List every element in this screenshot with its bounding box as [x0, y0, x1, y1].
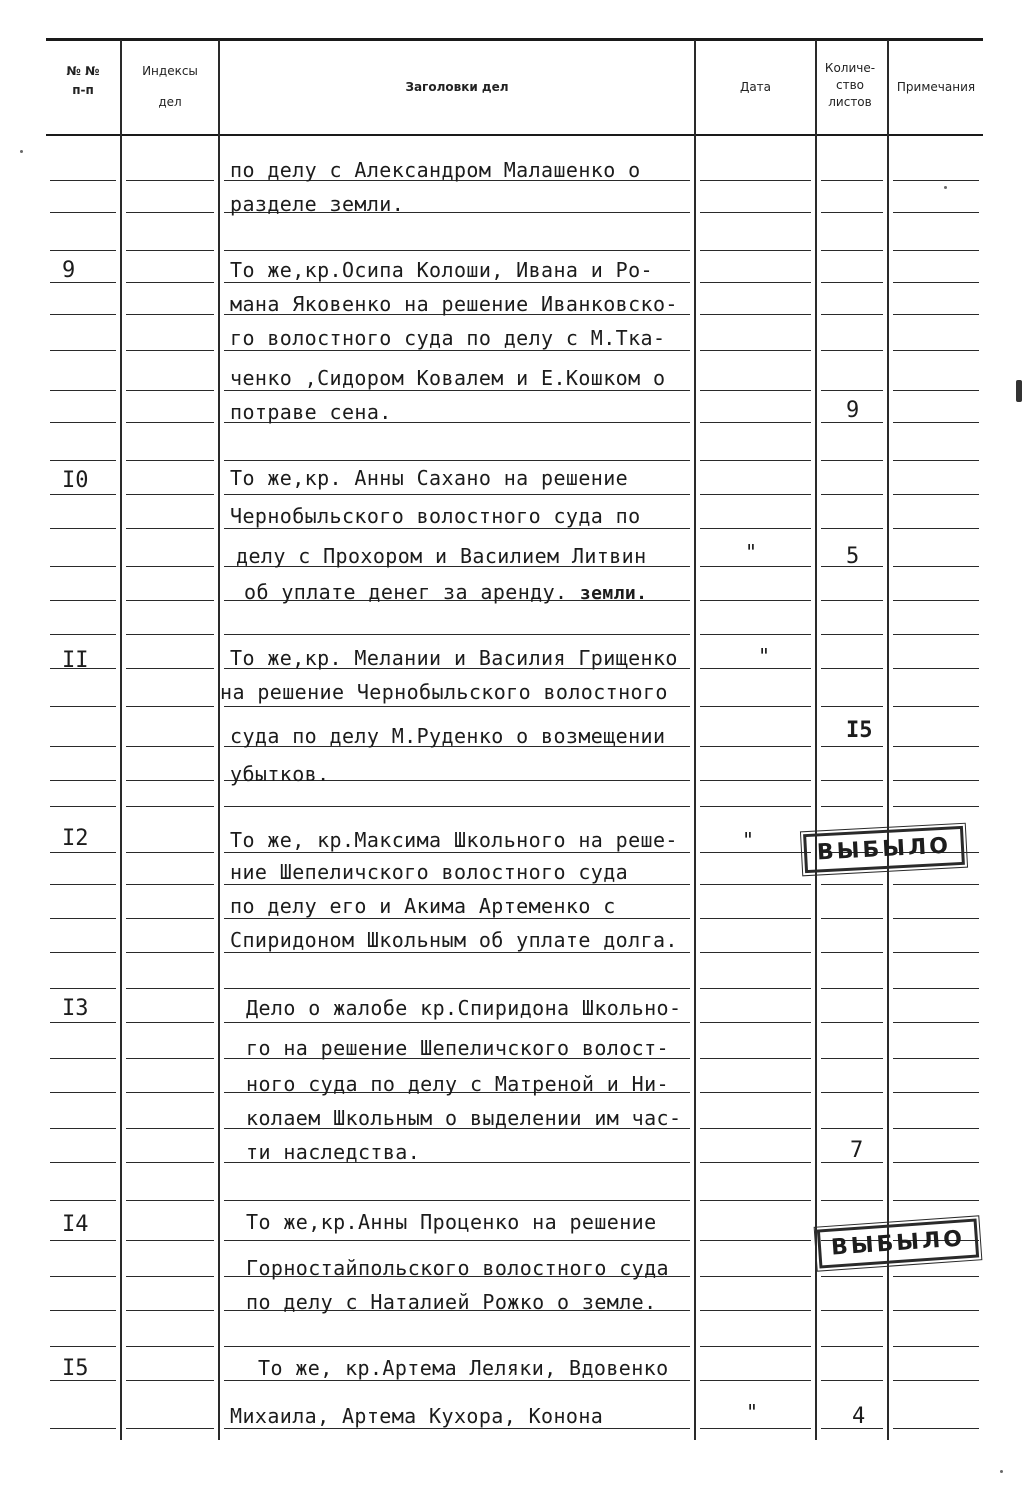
- row-12-line-1: То же, кр.Максима Школьного на реше-: [230, 828, 678, 852]
- ruled-line: [700, 780, 811, 781]
- scan-speck: [944, 186, 947, 189]
- ruled-line: [700, 314, 811, 315]
- ruled-line: [700, 350, 811, 351]
- row-10-line-1: То же,кр. Анны Сахано на решение: [230, 466, 629, 490]
- ruled-line: [50, 806, 116, 807]
- ruled-line: [50, 884, 116, 885]
- ruled-line: [700, 1428, 811, 1429]
- ruled-line: [50, 780, 116, 781]
- row-13-line-4: колаем Школьным о выделении им час-: [246, 1106, 682, 1130]
- ruled-line: [126, 422, 214, 423]
- ruled-line: [893, 806, 979, 807]
- ruled-line: [224, 634, 690, 635]
- ruled-line: [893, 314, 979, 315]
- ruled-line: [50, 1128, 116, 1129]
- ruled-line: [50, 1058, 116, 1059]
- ruled-line: [126, 180, 214, 181]
- ruled-line: [50, 1022, 116, 1023]
- ruled-line: [821, 1276, 883, 1277]
- header-count-label-1: Количе-: [824, 61, 876, 75]
- ruled-line: [700, 460, 811, 461]
- header-index-label-1: Индексы: [142, 64, 198, 78]
- row-15-line-1: То же, кр.Артема Леляки, Вдовенко: [258, 1356, 669, 1380]
- ruled-line: [893, 668, 979, 669]
- row-9-line-5: потраве сена.: [230, 400, 392, 424]
- ruled-line: [821, 1058, 883, 1059]
- withdrawn-stamp-row-14: ВЫБЫЛО: [817, 1218, 979, 1268]
- row-11-sheet-count: I5: [846, 718, 873, 743]
- ruled-line: [821, 350, 883, 351]
- ruled-line: [224, 988, 690, 989]
- header-num: [48, 62, 118, 100]
- ruled-line: [893, 1092, 979, 1093]
- ruled-line: [126, 528, 214, 529]
- ruled-line: [893, 634, 979, 635]
- header-bottom-border: [46, 134, 983, 136]
- ruled-line: [700, 668, 811, 669]
- ruled-line: [821, 918, 883, 919]
- ruled-line: [50, 1200, 116, 1201]
- ruled-line: [50, 852, 116, 853]
- row-9-line-3: го волостного суда по делу с М.Тка-: [230, 326, 666, 350]
- ruled-line: [821, 780, 883, 781]
- row-12-line-4: Спиридоном Школьным об уплате долга.: [230, 928, 678, 952]
- ruled-line: [126, 1022, 214, 1023]
- row-15-date-ditto: ": [746, 1400, 759, 1424]
- ruled-line: [893, 282, 979, 283]
- ruled-line: [893, 952, 979, 953]
- ruled-line: [50, 1092, 116, 1093]
- row-14-line-2: Горностайпольского волостного суда: [246, 1256, 669, 1280]
- header-notes: Примечания: [896, 80, 976, 94]
- row-10-extra-word: земли.: [579, 583, 648, 604]
- ruled-line: [126, 566, 214, 567]
- row-11-line-4: убытков.: [230, 762, 330, 786]
- ruled-line: [700, 952, 811, 953]
- ruled-line: [126, 668, 214, 669]
- ruled-line: [50, 250, 116, 251]
- ruled-line: [50, 494, 116, 495]
- ruled-line: [126, 918, 214, 919]
- column-divider-title: [218, 40, 220, 1440]
- row-10-line-2: Чернобыльского волостного суда по: [230, 504, 641, 528]
- ruled-line: [126, 350, 214, 351]
- row-10-date-ditto: ": [745, 540, 758, 564]
- ruled-line: [821, 706, 883, 707]
- scan-edge-mark: [1016, 380, 1022, 402]
- ruled-line: [126, 1092, 214, 1093]
- ruled-line: [50, 600, 116, 601]
- row-11-number: II: [62, 648, 89, 673]
- ruled-line: [821, 1346, 883, 1347]
- header-count-label-2: ство: [835, 78, 864, 92]
- row-10-sheet-count: 5: [846, 544, 860, 569]
- ruled-line: [126, 1310, 214, 1311]
- ruled-line: [893, 212, 979, 213]
- ruled-line: [224, 918, 690, 919]
- ruled-line: [224, 852, 690, 853]
- ruled-line: [893, 350, 979, 351]
- row-10-number: I0: [62, 468, 89, 493]
- ruled-line: [50, 528, 116, 529]
- ruled-line: [224, 706, 690, 707]
- ruled-line: [224, 282, 690, 283]
- ruled-line: [700, 1346, 811, 1347]
- ruled-line: [224, 1428, 690, 1429]
- row-12-number: I2: [62, 826, 89, 851]
- ruled-line: [126, 1380, 214, 1381]
- ruled-line: [126, 282, 214, 283]
- ruled-line: [700, 494, 811, 495]
- row-9-line-4: ченко ,Сидором Ковалем и Е.Кошком о: [230, 366, 666, 390]
- ruled-line: [893, 494, 979, 495]
- row-12-line-3: по делу его и Акима Артеменко с: [230, 894, 616, 918]
- ruled-line: [700, 528, 811, 529]
- ruled-line: [821, 212, 883, 213]
- ruled-line: [893, 1022, 979, 1023]
- ruled-line: [893, 1200, 979, 1201]
- row-15-line-2: Михаила, Артема Кухора, Конона: [230, 1404, 604, 1428]
- ruled-line: [50, 1240, 116, 1241]
- row-13-line-3: ного суда по делу с Матреной и Ни-: [246, 1072, 669, 1096]
- ruled-line: [126, 634, 214, 635]
- row-12-line-2: ние Шепеличского волостного суда: [230, 860, 629, 884]
- row-11-date-ditto: ": [758, 644, 771, 668]
- ruled-line: [50, 314, 116, 315]
- ruled-line: [126, 314, 214, 315]
- ruled-line: [224, 460, 690, 461]
- ruled-line: [126, 1200, 214, 1201]
- ruled-line: [700, 1092, 811, 1093]
- header-titles: Заголовки дел: [405, 80, 509, 94]
- ruled-line: [893, 1380, 979, 1381]
- ruled-line: [893, 566, 979, 567]
- ruled-line: [700, 422, 811, 423]
- ruled-line: [821, 952, 883, 953]
- ruled-line: [821, 1092, 883, 1093]
- ruled-line: [50, 180, 116, 181]
- ruled-line: [224, 350, 690, 351]
- ruled-line: [821, 180, 883, 181]
- ruled-line: [700, 600, 811, 601]
- header-count-label-3: листов: [828, 95, 872, 109]
- ruled-line: [50, 746, 116, 747]
- ruled-line: [700, 180, 811, 181]
- ruled-line: [126, 1128, 214, 1129]
- scan-speck: [1000, 1470, 1003, 1473]
- column-divider-date: [694, 40, 696, 1440]
- ruled-line: [893, 180, 979, 181]
- ruled-line: [126, 806, 214, 807]
- ruled-line: [126, 494, 214, 495]
- ruled-line: [224, 952, 690, 953]
- row-10-line-4-text: об уплате денег за аренду.: [244, 580, 568, 604]
- ruled-line: [50, 1276, 116, 1277]
- ruled-line: [224, 494, 690, 495]
- row-14-line-1: То же,кр.Анны Проценко на решение: [246, 1210, 657, 1234]
- row-13-line-1: Дело о жалобе кр.Спиридона Школьно-: [246, 996, 682, 1020]
- ruled-line: [700, 1022, 811, 1023]
- ruled-line: [50, 988, 116, 989]
- column-divider-index: [120, 40, 122, 1440]
- ruled-line: [700, 746, 811, 747]
- ruled-line: [700, 806, 811, 807]
- ruled-line: [821, 1128, 883, 1129]
- withdrawn-stamp-row-12: ВЫБЫЛО: [803, 826, 965, 873]
- ruled-line: [700, 282, 811, 283]
- header-num-label-1: № №: [66, 64, 100, 78]
- ruled-line: [224, 806, 690, 807]
- header-top-border: [46, 38, 983, 41]
- ruled-line: [126, 1276, 214, 1277]
- ruled-line: [50, 918, 116, 919]
- ruled-line: [893, 1058, 979, 1059]
- row-11-line-2: на решение Чернобыльского волостного: [220, 680, 668, 704]
- ruled-line: [700, 918, 811, 919]
- ruled-line: [126, 1240, 214, 1241]
- row-10-line-3: делу с Прохором и Василием Литвин: [236, 544, 647, 568]
- ruled-line: [893, 528, 979, 529]
- ruled-line: [700, 884, 811, 885]
- ruled-line: [700, 852, 811, 853]
- ruled-line: [126, 988, 214, 989]
- row-0-line-1: по делу с Александром Малашенко о: [230, 158, 641, 182]
- ruled-line: [224, 390, 690, 391]
- ruled-line: [700, 390, 811, 391]
- ruled-line: [700, 250, 811, 251]
- ruled-line: [700, 566, 811, 567]
- ruled-line: [893, 1128, 979, 1129]
- row-0-line-2: разделе земли.: [230, 192, 405, 216]
- ruled-line: [700, 706, 811, 707]
- header-num-label-2: п-п: [72, 83, 94, 97]
- ruled-line: [126, 1058, 214, 1059]
- ruled-line: [893, 422, 979, 423]
- row-9-number: 9: [62, 258, 76, 283]
- ruled-line: [126, 780, 214, 781]
- ruled-line: [126, 600, 214, 601]
- ruled-line: [893, 1276, 979, 1277]
- ruled-line: [821, 806, 883, 807]
- ruled-line: [893, 1162, 979, 1163]
- ruled-line: [50, 1310, 116, 1311]
- ruled-line: [821, 1200, 883, 1201]
- ruled-line: [821, 600, 883, 601]
- ruled-line: [821, 282, 883, 283]
- ruled-line: [893, 988, 979, 989]
- ruled-line: [700, 212, 811, 213]
- ruled-line: [700, 1380, 811, 1381]
- ruled-line: [50, 422, 116, 423]
- ruled-line: [821, 460, 883, 461]
- ruled-line: [893, 1310, 979, 1311]
- ruled-line: [224, 884, 690, 885]
- ruled-line: [50, 1428, 116, 1429]
- ruled-line: [126, 1346, 214, 1347]
- ruled-line: [50, 1162, 116, 1163]
- row-13-sheet-count: 7: [850, 1138, 864, 1163]
- row-13-line-2: го на решение Шепеличского волост-: [246, 1036, 669, 1060]
- ruled-line: [126, 1162, 214, 1163]
- ruled-line: [700, 1240, 811, 1241]
- ruled-line: [821, 314, 883, 315]
- row-9-line-1: То же,кр.Осипа Колоши, Ивана и Ро-: [230, 258, 653, 282]
- ruled-line: [126, 852, 214, 853]
- scan-speck: [20, 150, 23, 153]
- ruled-line: [224, 1200, 690, 1201]
- row-14-number: I4: [62, 1212, 89, 1237]
- ruled-line: [700, 634, 811, 635]
- ruled-line: [821, 1380, 883, 1381]
- ruled-line: [893, 1428, 979, 1429]
- ruled-line: [126, 746, 214, 747]
- ruled-line: [700, 1128, 811, 1129]
- ruled-line: [893, 1346, 979, 1347]
- ruled-line: [700, 1200, 811, 1201]
- row-11-line-1: То же,кр. Мелании и Василия Грищенко: [230, 646, 678, 670]
- ruled-line: [126, 250, 214, 251]
- ruled-line: [50, 390, 116, 391]
- ruled-line: [224, 1022, 690, 1023]
- row-15-number: I5: [62, 1356, 89, 1381]
- ruled-line: [893, 250, 979, 251]
- row-13-number: I3: [62, 996, 89, 1021]
- ruled-line: [893, 390, 979, 391]
- ruled-line: [224, 1380, 690, 1381]
- ruled-line: [700, 1162, 811, 1163]
- ruled-line: [893, 884, 979, 885]
- ruled-line: [821, 884, 883, 885]
- ruled-line: [821, 668, 883, 669]
- ruled-line: [700, 988, 811, 989]
- ruled-line: [893, 600, 979, 601]
- ruled-line: [821, 494, 883, 495]
- ruled-line: [126, 212, 214, 213]
- ruled-line: [126, 706, 214, 707]
- ruled-line: [821, 528, 883, 529]
- ruled-line: [893, 706, 979, 707]
- ruled-line: [50, 952, 116, 953]
- header-index: [122, 62, 218, 112]
- ruled-line: [893, 746, 979, 747]
- ruled-line: [893, 918, 979, 919]
- ruled-line: [126, 390, 214, 391]
- header-date: Дата: [739, 80, 772, 94]
- row-11-line-3: суда по делу М.Руденко о возмещении: [230, 724, 666, 748]
- row-9-sheet-count: 9: [846, 398, 860, 423]
- header-index-label-2: дел: [158, 95, 182, 109]
- ruled-line: [821, 746, 883, 747]
- row-15-sheet-count: 4: [852, 1404, 866, 1429]
- ruled-line: [821, 988, 883, 989]
- ruled-line: [821, 390, 883, 391]
- row-14-line-3: по делу с Наталией Рожко о земле.: [246, 1290, 657, 1314]
- ruled-line: [126, 1428, 214, 1429]
- row-9-line-2: мана Яковенко на решение Иванковско-: [230, 292, 678, 316]
- ruled-line: [50, 1346, 116, 1347]
- row-13-line-5: ти наследства.: [246, 1140, 421, 1164]
- row-10-line-4: [244, 580, 647, 604]
- ruled-line: [700, 1058, 811, 1059]
- ruled-line: [50, 706, 116, 707]
- ruled-line: [821, 250, 883, 251]
- ruled-line: [50, 566, 116, 567]
- ruled-line: [50, 350, 116, 351]
- ruled-line: [821, 1310, 883, 1311]
- ruled-line: [893, 780, 979, 781]
- ruled-line: [126, 952, 214, 953]
- ruled-line: [821, 1022, 883, 1023]
- ruled-line: [700, 1310, 811, 1311]
- ruled-line: [821, 634, 883, 635]
- ruled-line: [224, 250, 690, 251]
- ruled-line: [224, 1240, 690, 1241]
- ruled-line: [50, 212, 116, 213]
- ruled-line: [50, 634, 116, 635]
- ruled-line: [224, 1346, 690, 1347]
- ruled-line: [700, 1276, 811, 1277]
- ruled-line: [224, 528, 690, 529]
- ruled-line: [50, 282, 116, 283]
- row-12-date-ditto: ": [742, 828, 755, 852]
- ruled-line: [126, 884, 214, 885]
- ruled-line: [893, 460, 979, 461]
- ruled-line: [50, 460, 116, 461]
- header-count: [814, 60, 886, 111]
- ruled-line: [126, 460, 214, 461]
